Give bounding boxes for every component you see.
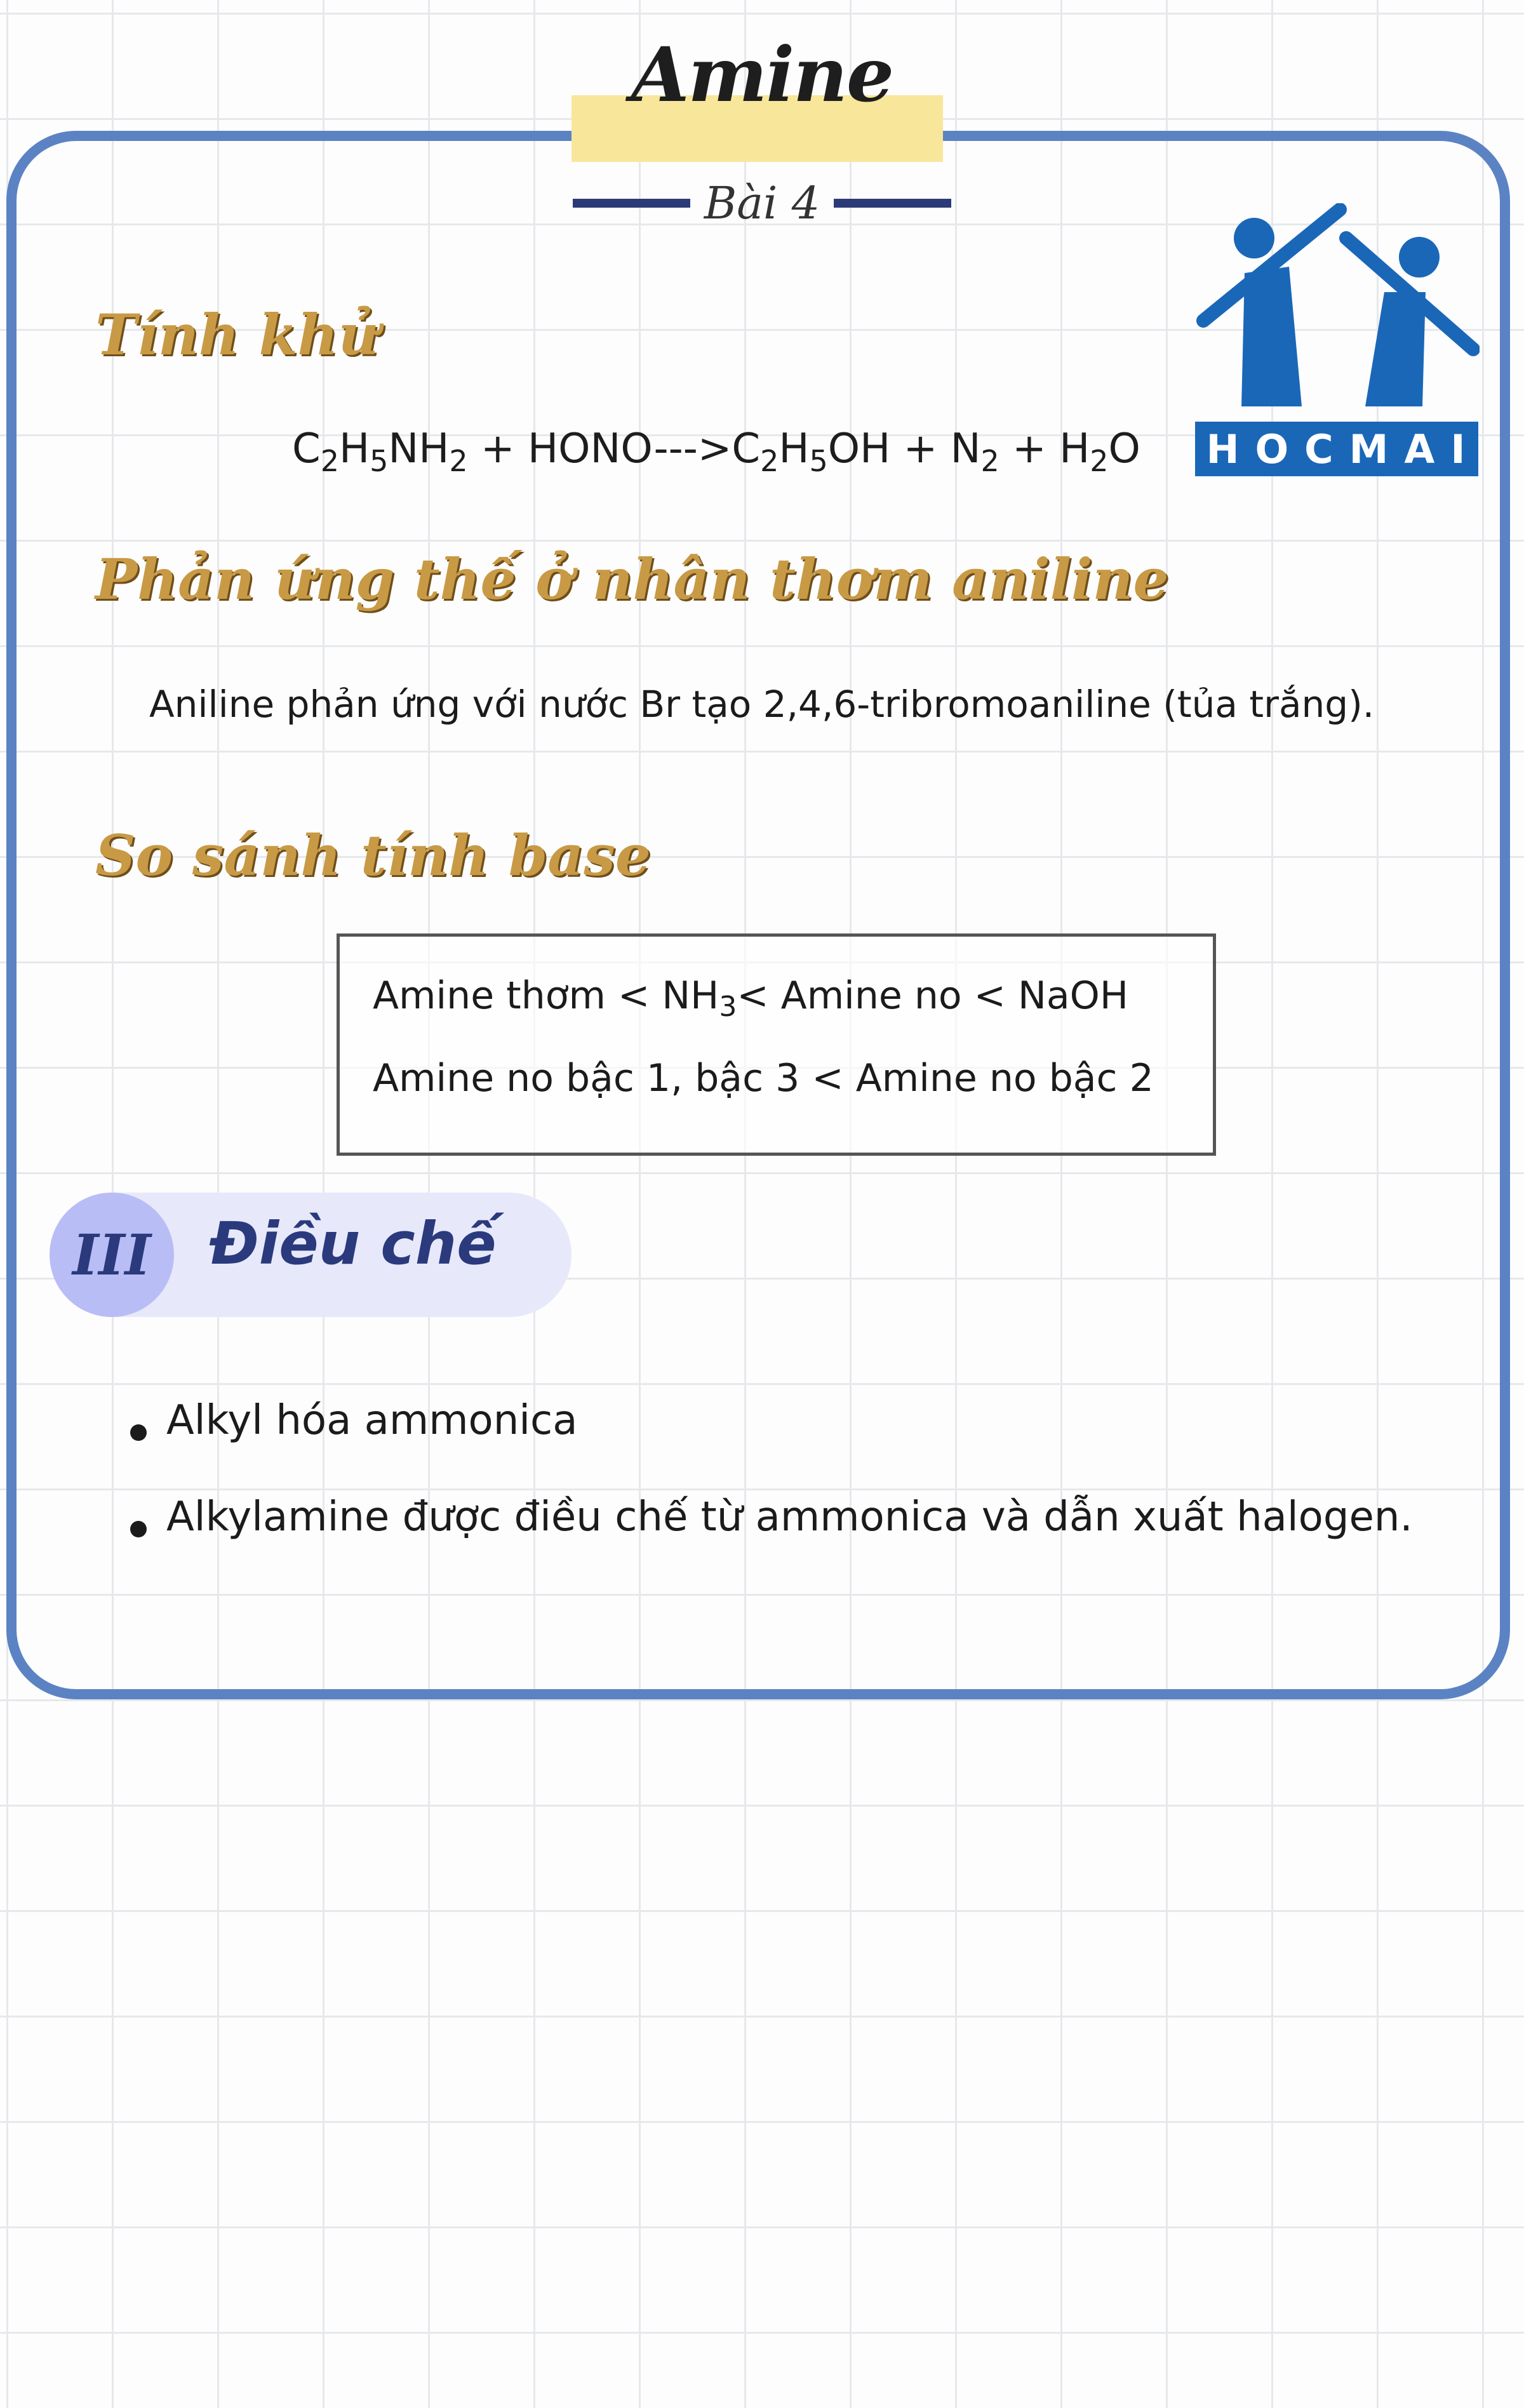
lesson-label: Bài 4 xyxy=(704,177,820,229)
bullet-item-1: Alkyl hóa ammonica xyxy=(166,1397,578,1444)
lesson-bar-left xyxy=(573,199,690,208)
basicity-box xyxy=(337,933,1216,1156)
basicity-line-2: Amine no bậc 1, bậc 3 < Amine no bậc 2 xyxy=(373,1056,1154,1100)
section-number: III xyxy=(72,1222,151,1288)
reduction-equation: $C_2H_5NH_2$ + HONO-$-->C_2H_5OH + N_2 + H_2O$ xyxy=(292,425,1140,478)
lesson-bar-right xyxy=(834,199,951,208)
page-title: Amine xyxy=(631,30,893,119)
bullet-dot-1 xyxy=(130,1424,147,1441)
bullet-dot-2 xyxy=(130,1521,147,1537)
substitution-text: Aniline phản ứng với nước Br tạo 2,4,6-tribromoaniline (tủa trắng). xyxy=(149,683,1375,726)
heading-basicity: So sánh tính base xyxy=(95,822,651,888)
section-title: Điều chế xyxy=(210,1210,497,1278)
heading-substitution: Phản ứng thế ở nhân thơm aniline xyxy=(95,546,1169,612)
bullet-item-2: Alkylamine được điều chế từ ammonica và dẫn xuất halogen. xyxy=(166,1494,1413,1541)
heading-reduction: Tính khử xyxy=(95,302,379,368)
basicity-line-1: Amine thơm < $NH_3< Amine$ no < NaOH xyxy=(373,973,1128,1023)
logo-text: HOCMAI xyxy=(1195,422,1478,476)
